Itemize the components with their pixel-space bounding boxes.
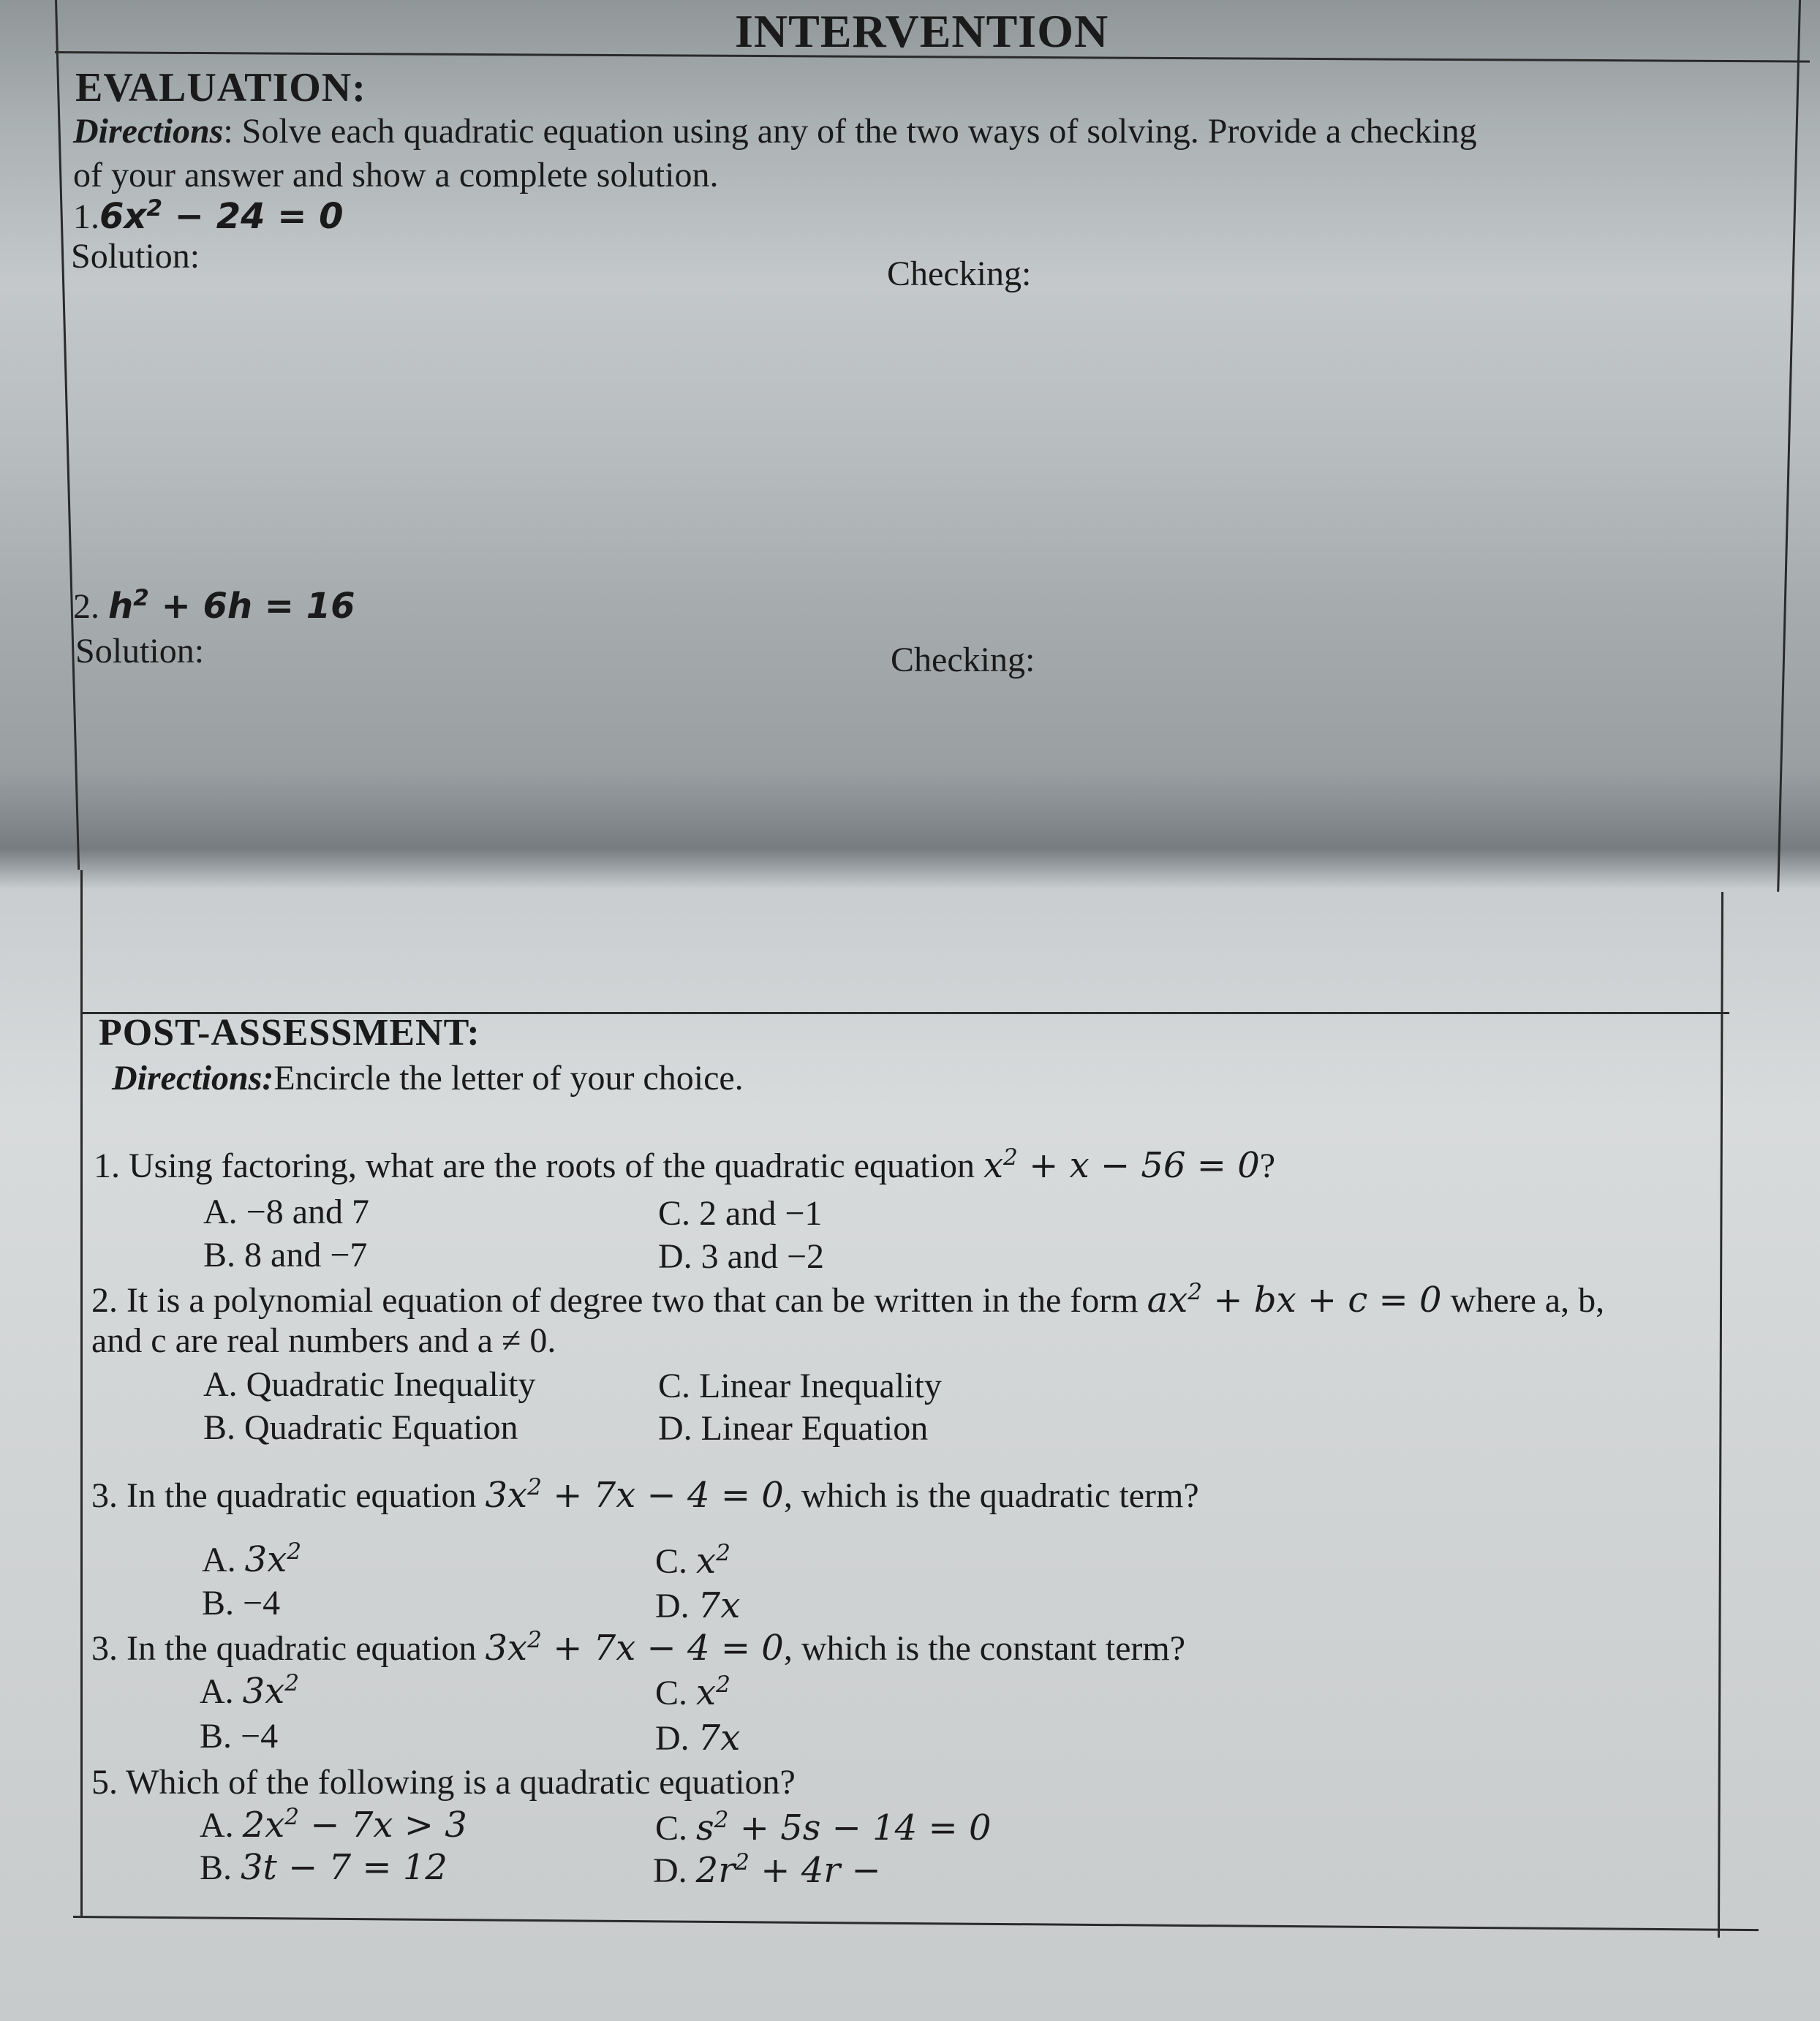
equation-rest: + 6h = 16 (148, 586, 355, 627)
option-math: x (696, 1541, 717, 1582)
option-letter: D. (653, 1851, 687, 1890)
stem-end: where a, b, (1441, 1281, 1605, 1320)
evaluation-item-1-equation (73, 196, 344, 237)
question-5-option-d[interactable] (653, 1850, 881, 1891)
post-assessment-right-border (1718, 892, 1723, 1938)
option-letter: D. (655, 1719, 690, 1758)
question-3-option-a[interactable] (202, 1539, 301, 1580)
question-2-option-a[interactable]: A. Quadratic Inequality (203, 1365, 536, 1404)
stem-end: , which is the constant term? (783, 1629, 1186, 1668)
post-assessment-directions (112, 1058, 744, 1098)
evaluation-item-1-solution-label: Solution: (71, 237, 200, 276)
question-4-option-c[interactable] (655, 1672, 730, 1713)
question-1-stem (94, 1145, 1275, 1186)
evaluation-directions-line2: of your answer and show a complete solution. (73, 156, 719, 194)
stem-exponent: 2 (527, 1626, 542, 1653)
stem-text: 1. Using factoring, what are the roots of the quadratic equation (94, 1147, 983, 1185)
option-letter: C. (655, 1809, 688, 1848)
directions-text: Encircle the letter of your choice. (273, 1059, 744, 1098)
option-letter: A. (200, 1806, 234, 1845)
question-5-stem: 5. Which of the following is a quadratic equation? (91, 1763, 796, 1802)
question-1-option-d[interactable]: D. 3 and −2 (658, 1237, 825, 1276)
question-1-option-c[interactable]: C. 2 and −1 (658, 1194, 823, 1233)
evaluation-item-1-checking-label: Checking: (887, 254, 1032, 293)
option-exponent: 2 (735, 1848, 749, 1875)
question-5-option-a[interactable] (200, 1805, 467, 1846)
evaluation-item-2-equation (73, 586, 355, 627)
stem-math: x (983, 1145, 1004, 1186)
option-exponent: 2 (714, 1806, 729, 1833)
stem-exponent: 2 (1187, 1278, 1203, 1305)
option-math: 2x (242, 1805, 285, 1846)
post-assessment-heading: POST-ASSESSMENT: (99, 1012, 480, 1054)
evaluation-item-2-solution-label: Solution: (75, 632, 205, 670)
equation-variable: h (108, 586, 134, 627)
stem-exponent: 2 (1003, 1144, 1018, 1171)
option-math: 3x (244, 1539, 287, 1580)
question-2-option-d[interactable]: D. Linear Equation (658, 1409, 929, 1448)
directions-label: Directions: (112, 1059, 274, 1098)
option-math: 3x (242, 1671, 285, 1712)
option-exponent: 2 (287, 1538, 302, 1565)
question-3-option-c[interactable] (655, 1541, 730, 1582)
evaluation-directions-line1 (73, 111, 1477, 151)
stem-math: + 7x − 4 = 0 (541, 1628, 784, 1669)
equation-variable: x (124, 196, 147, 237)
stem-end: ? (1259, 1147, 1276, 1185)
directions-label: Directions (73, 112, 224, 151)
directions-text: : Solve each quadratic equation using any of the two ways of solving. Provide a checking (223, 112, 1477, 151)
stem-exponent: 2 (527, 1473, 542, 1500)
question-2-stem-line2: and c are real numbers and a ≠ 0. (91, 1321, 556, 1360)
evaluation-heading: EVALUATION: (75, 65, 366, 110)
question-3-option-b[interactable]: B. −4 (202, 1584, 281, 1623)
option-math: x (696, 1672, 717, 1713)
item-number: 2. (73, 587, 99, 626)
option-math: − 7x > 3 (299, 1805, 467, 1846)
question-3-option-d[interactable] (655, 1585, 740, 1626)
question-3-stem (91, 1475, 1199, 1516)
option-letter: C. (655, 1674, 688, 1712)
item-number: 1. (73, 197, 99, 236)
option-math: 3t − 7 = 12 (241, 1847, 448, 1888)
question-4-option-b[interactable]: B. −4 (200, 1717, 279, 1756)
question-4-option-d[interactable] (655, 1718, 740, 1759)
question-2-option-c[interactable]: C. Linear Inequality (658, 1367, 942, 1405)
stem-text: 3. In the quadratic equation (91, 1629, 486, 1668)
option-exponent: 2 (716, 1539, 730, 1566)
post-assessment-left-border (80, 870, 83, 1916)
option-math: + 5s − 14 = 0 (728, 1807, 992, 1848)
option-math: + 4r − (749, 1850, 881, 1891)
option-math: s (696, 1807, 714, 1848)
option-math: 7x (698, 1585, 741, 1626)
stem-math: + 7x − 4 = 0 (541, 1475, 784, 1516)
option-letter: A. (200, 1672, 234, 1711)
question-1-option-a[interactable]: A. −8 and 7 (203, 1193, 370, 1231)
stem-math: + bx + c = 0 (1202, 1280, 1442, 1321)
question-4-stem (91, 1628, 1185, 1669)
option-math: 2r (695, 1850, 736, 1891)
equation-exponent: 2 (133, 584, 149, 611)
stem-math: + x − 56 = 0 (1017, 1145, 1260, 1186)
evaluation-right-border (1777, 0, 1801, 892)
stem-math: 3x (485, 1628, 528, 1669)
option-math: 7x (698, 1718, 741, 1759)
equation-rest: − 24 = 0 (162, 196, 344, 237)
option-letter: A. (202, 1541, 236, 1579)
stem-text: 3. In the quadratic equation (91, 1476, 486, 1515)
question-2-option-b[interactable]: B. Quadratic Equation (203, 1408, 518, 1447)
equation-exponent: 2 (146, 194, 163, 222)
option-letter: C. (655, 1542, 688, 1581)
option-exponent: 2 (716, 1671, 730, 1698)
question-5-option-c[interactable] (655, 1807, 992, 1848)
stem-end: , which is the quadratic term? (783, 1476, 1199, 1515)
question-4-option-a[interactable] (200, 1671, 299, 1712)
equation-coefficient: 6 (99, 196, 124, 237)
option-letter: D. (655, 1587, 690, 1625)
stem-math: 3x (485, 1475, 528, 1516)
bottom-rule (73, 1916, 1759, 1931)
option-letter: B. (200, 1848, 233, 1887)
question-5-option-b[interactable] (200, 1847, 448, 1888)
evaluation-item-2-checking-label: Checking: (891, 641, 1035, 679)
page-title: INTERVENTION (735, 5, 1109, 57)
question-1-option-b[interactable]: B. 8 and −7 (203, 1236, 368, 1274)
stem-text: 2. It is a polynomial equation of degree two that can be written in the form (91, 1281, 1147, 1320)
option-exponent: 2 (284, 1803, 300, 1830)
stem-math: ax (1147, 1280, 1188, 1321)
option-exponent: 2 (284, 1669, 300, 1696)
question-2-stem (91, 1280, 1604, 1321)
